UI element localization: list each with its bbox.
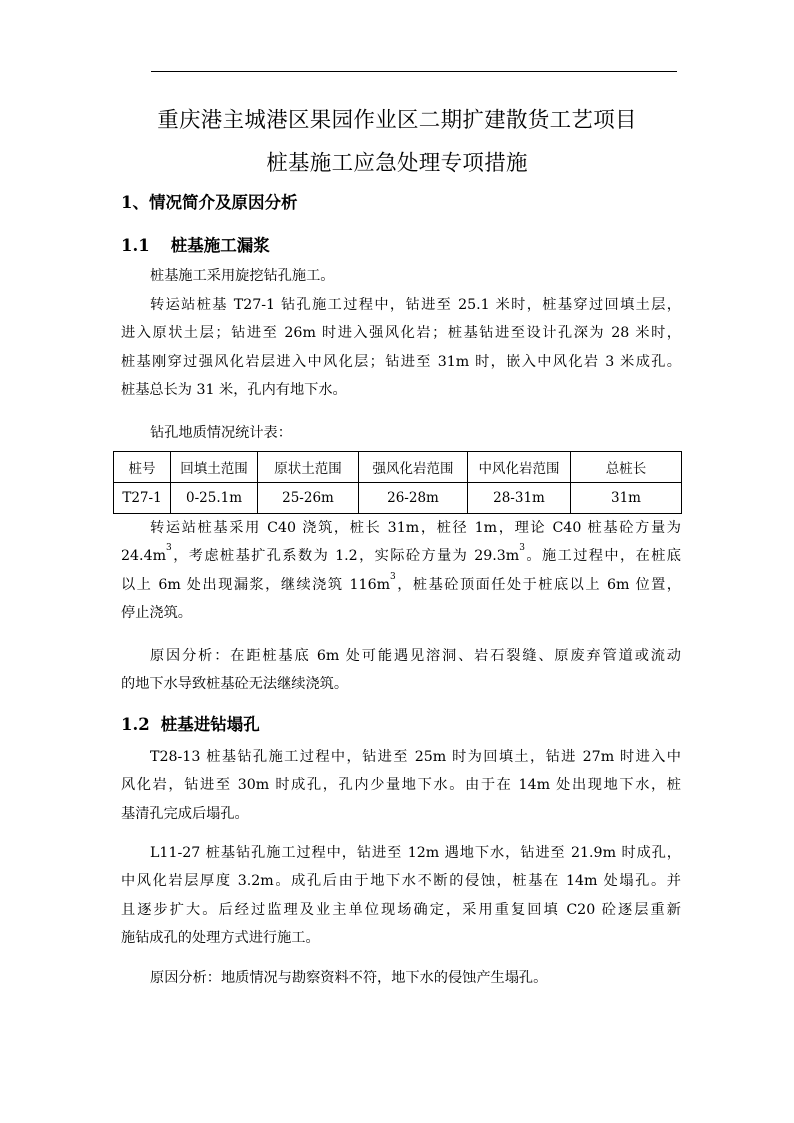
text-line [121, 571, 681, 599]
table-header-cell: 总桩长 [571, 452, 682, 483]
text-line: 进入原状土层；钻进至 26m 时进入强风化岩；桩基钻进至设计孔深为 28 米时， [121, 325, 681, 342]
superscript: 3 [390, 571, 396, 582]
text-run: 24.4m [121, 548, 167, 565]
document-title-line-2: 桩基施工应急处理专项措施 [266, 151, 528, 176]
text-run: 以上 6m 处出现漏浆，继续浇筑 116m [121, 576, 391, 593]
table-header-cell: 原状土范围 [258, 452, 359, 483]
text-line: 桩基刚穿过强风化岩层进入中风化层；钻进至 31m 时，嵌入中风化岩 3 米成孔。 [121, 353, 681, 370]
header-rule [151, 71, 677, 72]
text-line: 钻孔地质情况统计表： [150, 425, 292, 441]
text-line: 中风化岩层厚度 3.2m。成孔后由于地下水不断的侵蚀，桩基在 14m 处塌孔。并 [121, 873, 681, 890]
subsection-heading-1-1 [121, 232, 270, 256]
table-header-cell: 桩号 [114, 452, 171, 483]
text-line: 施钻成孔的处理方式进行施工。 [121, 930, 320, 947]
table-cell: 26-28m [359, 483, 468, 514]
text-line [121, 542, 681, 570]
table-cell: 0-25.1m [171, 483, 258, 514]
text-line: 风化岩，钻进至 30m 时成孔，孔内少量地下水。由于在 14m 处出现地下水，桩 [121, 777, 681, 794]
text-line: 停止浇筑。 [121, 605, 192, 622]
geology-table [113, 451, 682, 514]
text-line: 转运站桩基 T27-1 钻孔施工过程中，钻进至 25.1 米时，桩基穿过回填土层， [150, 297, 681, 313]
document-title-line-1: 重庆港主城港区果园作业区二期扩建散货工艺项目 [157, 108, 637, 133]
text-line: 原因分析：地质情况与勘察资料不符，地下水的侵蚀产生塌孔。 [150, 970, 548, 986]
paragraph-cause-2 [121, 964, 681, 992]
paragraph-intro [121, 262, 681, 290]
text-line: 且逐步扩大。后经过监理及业主单位现场确定，采用重复回填 C20 砼逐层重新 [121, 901, 681, 918]
subsection-number: 1.2 [121, 715, 150, 734]
text-run: ，考虑桩基扩孔系数为 1.2，实际砼方量为 29.3m [171, 548, 520, 565]
text-line: 桩基施工采用旋挖钻孔施工。 [150, 268, 335, 284]
text-line: 的地下水导致桩基砼无法继续浇筑。 [121, 676, 349, 693]
superscript: 3 [166, 543, 172, 554]
table-row [114, 483, 682, 514]
text-run: 。施工过程中，在桩底 [524, 548, 681, 565]
table-header-row [114, 452, 682, 483]
subsection-heading-1-2 [121, 711, 260, 735]
section-heading: 1、情况简介及原因分析 [121, 193, 298, 212]
text-line: T28-13 桩基钻孔施工过程中，钻进至 25m 时为回填土，钻进 27m 时进入中 [150, 749, 681, 765]
table-header-cell: 中风化岩范围 [468, 452, 571, 483]
text-line: L11-27 桩基钻孔施工过程中，钻进至 12m 遇地下水，钻进至 21.9m 时成孔， [150, 845, 681, 861]
table-caption [121, 419, 681, 447]
text-run: ，桩基砼顶面任处于桩底以上 6m 位置， [395, 576, 681, 593]
table-header-cell: 回填土范围 [171, 452, 258, 483]
text-line: 基清孔完成后塌孔。 [121, 805, 249, 822]
table-cell: 25-26m [258, 483, 359, 514]
paragraph-concrete [121, 514, 681, 628]
text-line: 桩基总长为 31 米，孔内有地下水。 [121, 382, 347, 399]
paragraph-t28-13 [121, 743, 681, 828]
subsection-title: 桩基进钻塌孔 [160, 715, 260, 734]
paragraph-t27-1 [121, 291, 681, 405]
text-line: 转运站桩基采用 C40 浇筑，桩长 31m，桩径 1m，理论 C40 桩基砼方量为 [150, 520, 681, 536]
subsection-title: 桩基施工漏浆 [170, 236, 270, 255]
table-cell: 28-31m [468, 483, 571, 514]
paragraph-l11-27 [121, 839, 681, 953]
table-header-cell: 强风化岩范围 [359, 452, 468, 483]
table-cell: 31m [571, 483, 682, 514]
superscript: 3 [519, 543, 525, 554]
table-cell: T27-1 [114, 483, 171, 514]
text-line: 原因分析：在距桩基底 6m 处可能遇见溶洞、岩石裂缝、原废弃管道或流动 [150, 648, 681, 664]
paragraph-cause-1 [121, 642, 681, 699]
subsection-number: 1.1 [121, 236, 150, 255]
